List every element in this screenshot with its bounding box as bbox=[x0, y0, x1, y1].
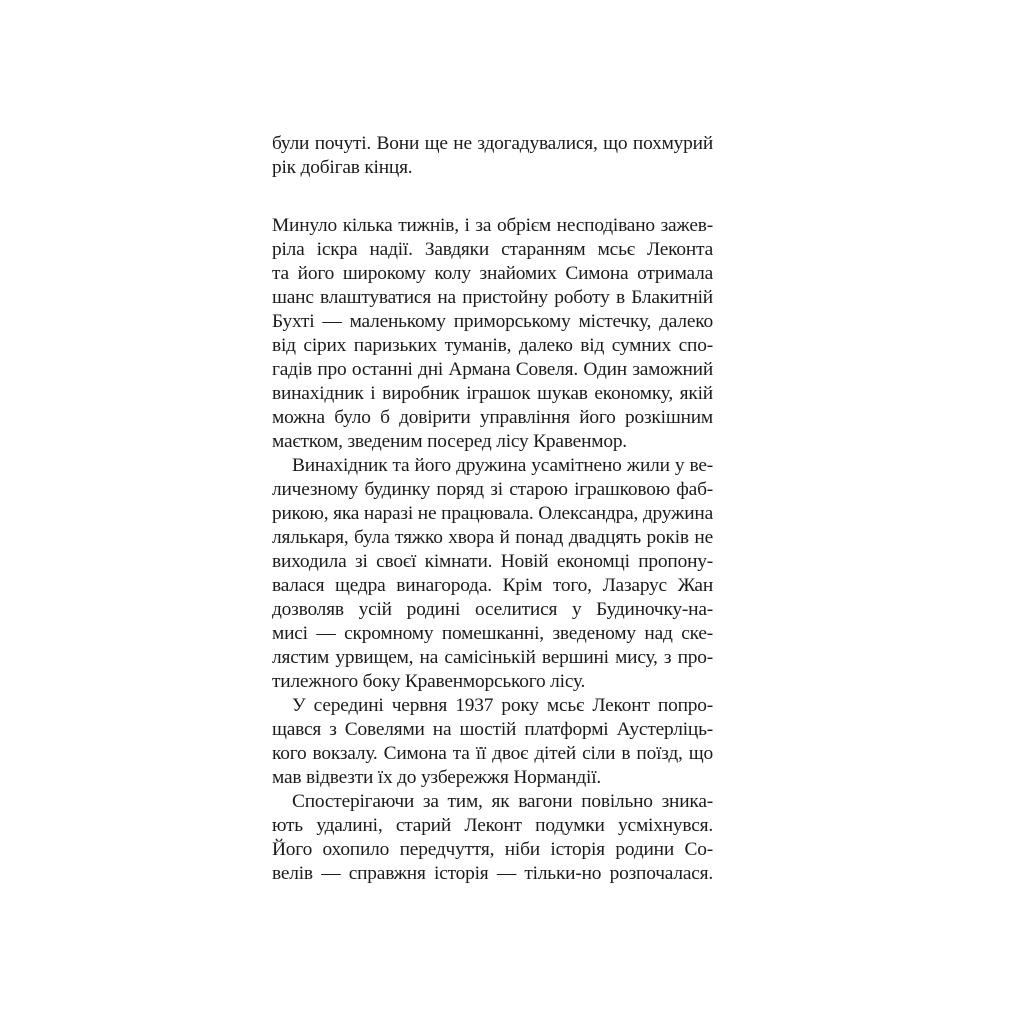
paragraph bbox=[272, 694, 713, 790]
text-line: Минуло кілька тижнів, і за обрієм несподівано зажев- bbox=[272, 215, 713, 236]
text-line: ють удалині, старий Леконт подумки усміхнувся. bbox=[272, 815, 713, 836]
text-line: рикою, яка наразі не працювала. Олександра, дружина bbox=[272, 503, 713, 524]
text-line: винахідник і виробник іграшок шукав економку, якій bbox=[272, 383, 713, 404]
text-line: та його широкому колу знайомих Симона отримала bbox=[272, 263, 713, 284]
text-line: щався з Совелями на шостій платформі Аустерліць- bbox=[272, 719, 713, 740]
paragraph bbox=[272, 132, 713, 180]
text-line: кого вокзалу. Симона та її двоє дітей сіли в поїзд, що bbox=[272, 743, 713, 764]
text-line: велів — справжня історія — тільки-но розпочалася. bbox=[272, 863, 713, 884]
text-line: валася щедра винагорода. Крім того, Лазарус Жан bbox=[272, 575, 713, 596]
text-line: лялькаря, була тяжко хвора й понад двадцять років не bbox=[272, 527, 713, 548]
paragraph bbox=[272, 214, 713, 454]
text-line: Винахідник та його дружина усамітнено жили у ве- bbox=[292, 455, 713, 476]
text-line: личезному будинку поряд зі старою іграшковою фаб- bbox=[272, 479, 713, 500]
section-break bbox=[272, 180, 713, 214]
text-line: тилежного боку Кравенморського лісу. bbox=[272, 671, 586, 692]
text-line: Спостерігаючи за тим, як вагони повільно зника- bbox=[292, 791, 713, 812]
text-line: можна було б довірити управління його розкішним bbox=[272, 407, 713, 428]
book-page-text bbox=[272, 132, 713, 886]
text-line: шанс влаштуватися на пристойну роботу в Блакитній bbox=[272, 287, 713, 308]
text-line: У середині червня 1937 року мсьє Леконт попро- bbox=[292, 695, 713, 716]
text-line: Його охопило передчуття, ніби історія родини Со- bbox=[272, 839, 713, 860]
text-line: виходила зі своєї кімнати. Новій економці пропону- bbox=[272, 551, 713, 572]
text-line: були почуті. Вони ще не здогадувалися, що похмурий bbox=[272, 133, 713, 154]
text-line: дозволяв усій родині оселитися у Будиночку-на- bbox=[272, 599, 713, 620]
text-line: гадів про останні дні Армана Совеля. Один заможний bbox=[272, 359, 713, 380]
text-line: рік добігав кінця. bbox=[272, 157, 413, 178]
text-line: Бухті — маленькому приморському містечку, далеко bbox=[272, 311, 713, 332]
paragraph bbox=[272, 454, 713, 694]
text-line: мав відвезти їх до узбережжя Нормандії. bbox=[272, 767, 602, 788]
text-line: ріла іскра надії. Завдяки старанням мсьє Леконта bbox=[272, 239, 713, 260]
text-line: від сірих паризьких туманів, далеко від сумних спо- bbox=[272, 335, 713, 356]
paragraph bbox=[272, 790, 713, 886]
text-line: лястим урвищем, на самісінькій вершині мису, з про- bbox=[272, 647, 713, 668]
text-line: мисі — скромному помешканні, зведеному над ске- bbox=[272, 623, 713, 644]
text-line: маєтком, зведеним посеред лісу Кравенмор. bbox=[272, 431, 627, 452]
